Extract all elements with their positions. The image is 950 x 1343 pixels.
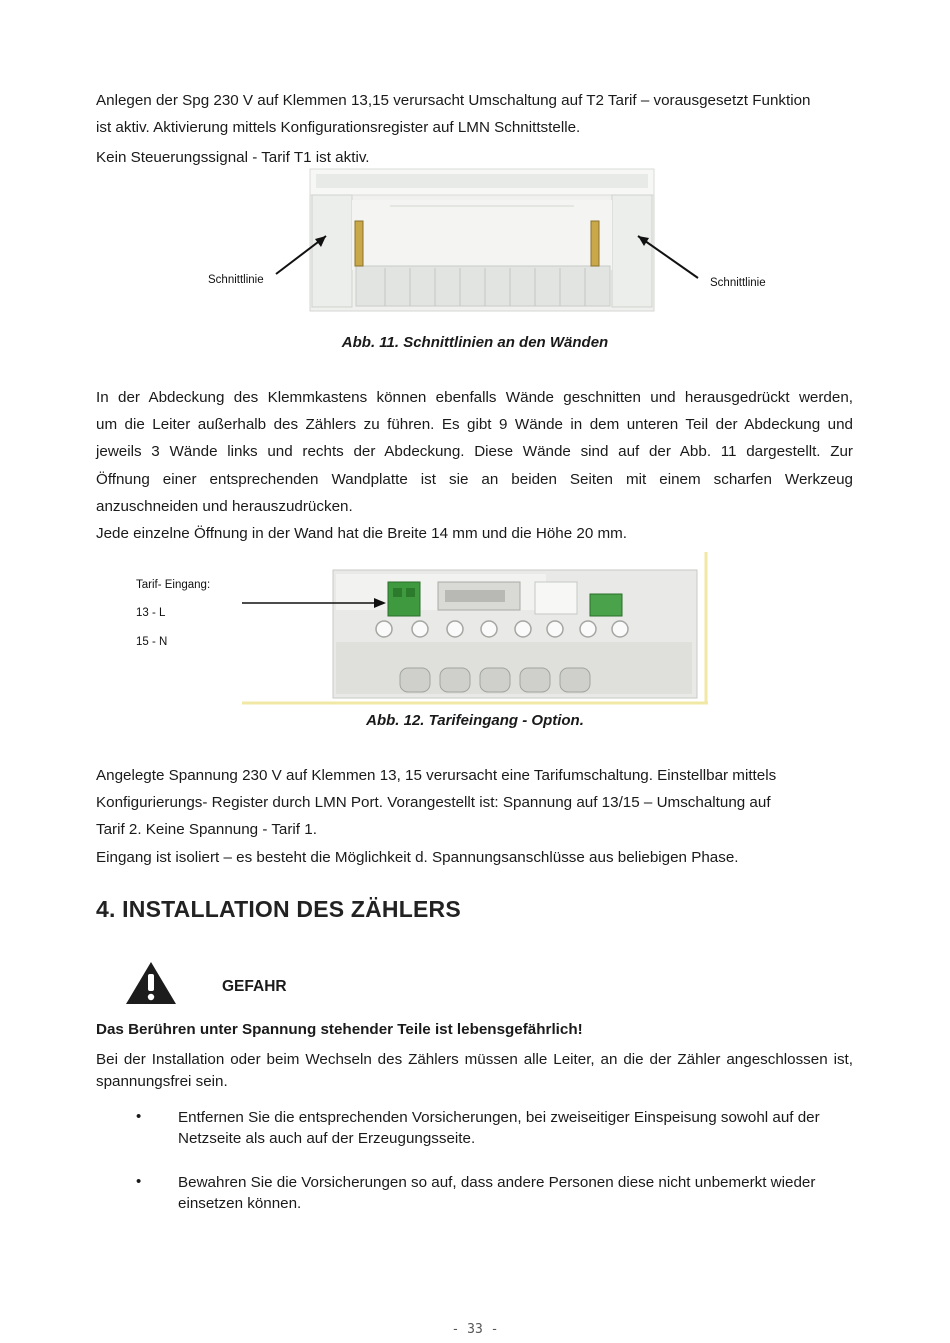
figure-12-label-title: Tarif- Eingang:: [136, 579, 211, 591]
para2-line-2: um die Leiter außerhalb des Zählers zu führen. Es gibt 9 Wände in dem unteren Teil der Abdeckung und: [96, 416, 853, 433]
warning-label: GEFAHR: [222, 978, 287, 995]
figure-11-photo: [200, 166, 780, 316]
figure-12-label-15N: 15 - N: [136, 636, 168, 648]
figure-12-caption: Abb. 12. Tarifeingang - Option.: [366, 712, 584, 729]
intro-line-3: Kein Steuerungssignal - Tarif T1 ist aktiv.: [96, 149, 370, 166]
para2-line-5: anzuschneiden und herauszudrücken.: [96, 498, 353, 515]
para3-line-3: Tarif 2. Keine Spannung - Tarif 1.: [96, 821, 317, 838]
figure-12: [240, 550, 710, 706]
section-heading: 4. INSTALLATION DES ZÄHLERS: [96, 896, 461, 922]
warning-headline: Das Berühren unter Spannung stehender Teile ist lebensgefährlich!: [96, 1021, 583, 1038]
bullet-item: Entfernen Sie die entsprechenden Vorsicherungen, bei zweiseitiger Einspeisung sowohl auf der Netzseite als auch auf der Erzeugungsseite.: [178, 1109, 820, 1147]
para2-line-1: In der Abdeckung des Klemmkastens können ebenfalls Wände geschnitten und herausgedrückt werden,: [96, 389, 853, 406]
figure-11-caption: Abb. 11. Schnittlinien an den Wänden: [341, 334, 609, 351]
bullet-dot: •: [136, 1173, 142, 1190]
bullet-dot: •: [136, 1108, 142, 1125]
para2-line-3: jeweils 3 Wände links und rechts der Abdeckung. Diese Wände sind auf der Abb. 11 dargestellt. Zur: [96, 443, 853, 460]
para2-last: Jede einzelne Öffnung in der Wand hat die Breite 14 mm und die Höhe 20 mm.: [96, 525, 628, 542]
para3-line-2: Konfigurierungs- Register durch LMN Port. Vorangestellt ist: Spannung auf 13/15 – Umschaltung auf: [96, 794, 771, 811]
para3-line-4: Eingang ist isoliert – es besteht die Möglichkeit d. Spannungsanschlüsse aus beliebigen Phase.: [96, 849, 739, 866]
bullet-item: Bewahren Sie die Vorsicherungen so auf, dass andere Personen diese nicht unbemerkt wieder einsetzen können.: [178, 1174, 816, 1212]
figure-11: [200, 166, 780, 316]
figure-12-label-13L: 13 - L: [136, 607, 166, 619]
para3-line-1: Angelegte Spannung 230 V auf Klemmen 13, 15 verursacht eine Tarifumschaltung. Einstellbar mittels: [96, 767, 777, 784]
para2-line-4: Öffnung einer entsprechenden Wandplatte ist sie an beiden Seiten mit einem scharfen Werkzeug: [96, 471, 853, 488]
intro-line-2: ist aktiv. Aktivierung mittels Konfigurationsregister auf LMN Schnittstelle.: [96, 119, 581, 136]
warning-icon: [124, 960, 178, 1006]
warning-text: Bei der Installation oder beim Wechseln des Zählers müssen alle Leiter, an die der Zähler angeschlossen ist, spannungsfrei sein.: [96, 1051, 853, 1090]
figure-11-label-left: Schnittlinie: [208, 274, 264, 286]
intro-line-1: Anlegen der Spg 230 V auf Klemmen 13,15 verursacht Umschaltung auf T2 Tarif – vorausgesetzt Funktion: [96, 92, 811, 109]
figure-12-photo: [240, 550, 710, 706]
page-number: - 33 -: [451, 1322, 499, 1337]
figure-11-label-right: Schnittlinie: [710, 277, 766, 289]
